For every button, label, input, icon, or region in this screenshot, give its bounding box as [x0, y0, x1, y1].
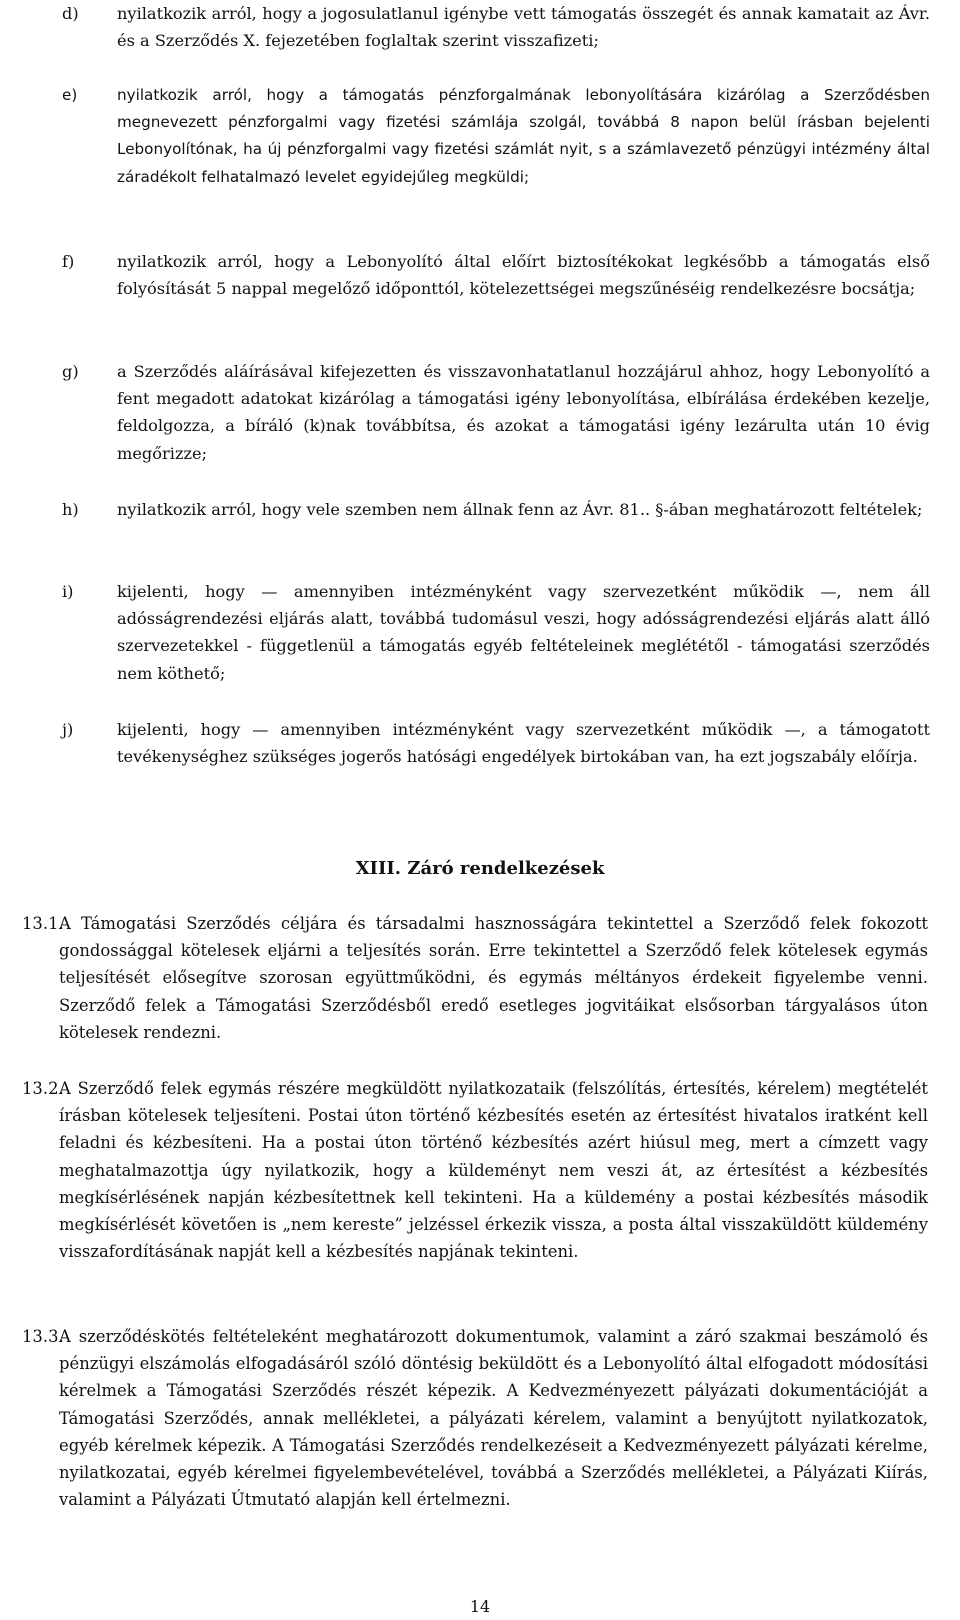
- paragraph-number: 13.1.: [22, 914, 64, 933]
- paragraph-13-1: [22, 910, 928, 1046]
- section-heading: XIII. Záró rendelkezések: [355, 858, 605, 879]
- list-marker: h): [62, 500, 79, 519]
- list-item-h: [62, 496, 930, 523]
- list-marker: e): [62, 86, 78, 104]
- list-marker: d): [62, 4, 79, 23]
- list-item-text: kijelenti, hogy — amennyiben intézményként vagy szervezetként működik —, a támogatott tevékenységhez szükséges jogerős hatósági engedélyek birtokában van, ha ezt jogszabály előírja.: [117, 720, 930, 767]
- paragraph-text: A Támogatási Szerződés céljára és társadalmi hasznosságára tekintettel a Szerződő felek fokozott gondossággal kötelesek eljárni a teljesítés során. Erre tekintettel a Szerződő felek kötelesek egymás teljesítését elősegítve szorosan együttműködni, és egymás méltányos érdekeit figyelembe venni. Szerződő felek a Támogatási Szerződésből eredő esetleges jogvitáikat elsősorban tárgyalásos úton kötelesek rendezni.: [59, 914, 928, 1042]
- list-item-text: nyilatkozik arról, hogy a jogosulatlanul igénybe vett támogatás összegét és annak kamatait az Ávr. és a Szerződés X. fejezetében foglaltak szerint visszafizeti;: [117, 4, 930, 51]
- list-item-g: [62, 358, 930, 467]
- page-number: 14: [469, 1597, 491, 1616]
- list-item-e: [62, 82, 930, 191]
- paragraph-13-2: [22, 1075, 928, 1265]
- list-marker: f): [62, 252, 75, 271]
- list-item-text: kijelenti, hogy — amennyiben intézményként vagy szervezetként működik —, nem áll adósságrendezési eljárás alatt, továbbá tudomásul veszi, hogy adósságrendezési eljárás alatt álló szervezetekkel - függetlenül a támogatás egyéb feltételeinek meglététől - támogatási szerződés nem köthető;: [117, 582, 930, 683]
- paragraph-text: A szerződéskötés feltételeként meghatározott dokumentumok, valamint a záró szakmai beszámoló és pénzügyi elszámolás elfogadásáról szóló döntésig beküldött és a Lebonyolító által elfogadott módosítási kérelmek a Támogatási Szerződés részét képezik. A Kedvezményezett pályázati dokumentációját a Támogatási Szerződés, annak mellékletei, a pályázati kérelem, valamint a benyújtott nyilatkozatok, egyéb kérelmek képezik. A Támogatási Szerződés rendelkezéseit a Kedvezményezett pályázati kérelme, nyilatkozatai, egyéb kérelmei figyelembevételével, továbbá a Szerződés mellékletei, a Pályázati Kiírás, valamint a Pályázati Útmutató alapján kell értelmezni.: [59, 1327, 928, 1510]
- paragraph-13-3: [22, 1323, 928, 1513]
- list-item-d: [62, 0, 930, 54]
- paragraph-number: 13.3.: [22, 1327, 64, 1346]
- list-marker: g): [62, 362, 79, 381]
- list-item-text: nyilatkozik arról, hogy vele szemben nem állnak fenn az Ávr. 81.. §-ában meghatározott feltételek;: [117, 500, 923, 519]
- paragraph-number: 13.2.: [22, 1079, 64, 1098]
- list-item-text: nyilatkozik arról, hogy a Lebonyolító által előírt biztosítékokat legkésőbb a támogatás első folyósítását 5 nappal megelőző időponttól, kötelezettségei megszűnéséig rendelkezésre bocsátja;: [117, 252, 930, 299]
- list-item-f: [62, 248, 930, 302]
- list-item-text: nyilatkozik arról, hogy a támogatás pénzforgalmának lebonyolítására kizárólag a Szerződésben megnevezett pénzforgalmi vagy fizetési számlája szolgál, továbbá 8 napon belül írásban bejelenti Lebonyolítónak, ha új pénzforgalmi vagy fizetési számlát nyit, s a számlavezető pénzügyi intézmény által záradékolt felhatalmazó levelet egyidejűleg megküldi;: [117, 86, 930, 186]
- list-marker: i): [62, 582, 74, 601]
- list-marker: j): [62, 720, 74, 739]
- paragraph-text: A Szerződő felek egymás részére megküldött nyilatkozataik (felszólítás, értesítés, kérelem) megtételét írásban kötelesek teljesíteni. Postai úton történő kézbesítés esetén az értesítést hivatalos iratként kell feladni és kézbesíteni. Ha a postai úton történő kézbesítés azért hiúsul meg, mert a címzett vagy meghatalmazottja úgy nyilatkozik, hogy a küldeményt nem veszi át, az értesítést a kézbesítés megkísérlésének napján kézbesítettnek kell tekinteni. Ha a küldemény a postai kézbesítés második megkísérlését követően is „nem kereste” jelzéssel érkezik vissza, a posta által visszaküldött küldemény visszafordításának napját kell a kézbesítés napjának tekinteni.: [59, 1079, 928, 1262]
- list-item-j: [62, 716, 930, 770]
- list-item-text: a Szerződés aláírásával kifejezetten és visszavonhatatlanul hozzájárul ahhoz, hogy Lebonyolító a fent megadott adatokat kizárólag a támogatási igény lebonyolítása, elbírálása érdekében kezelje, feldolgozza, a bíráló (k)nak továbbítsa, és azokat a támogatási igény lezárulta után 10 évig megőrizze;: [117, 362, 930, 463]
- list-item-i: [62, 578, 930, 687]
